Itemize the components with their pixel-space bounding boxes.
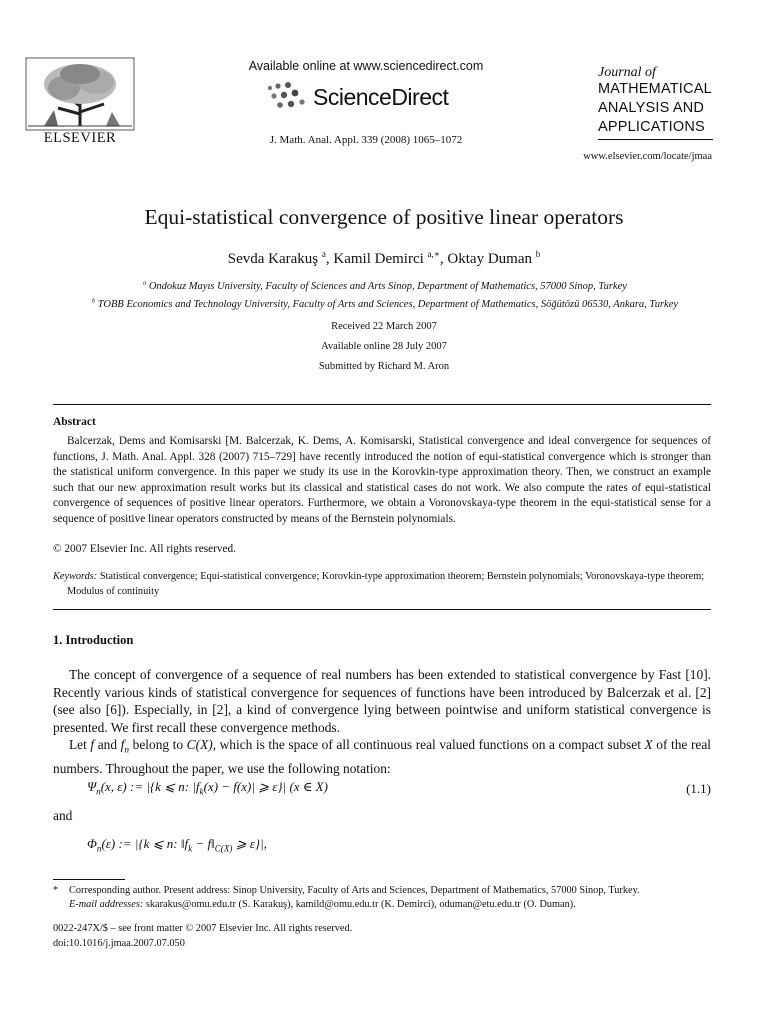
footnote-marker: * bbox=[53, 885, 59, 896]
affiliation-sup: b bbox=[91, 297, 96, 305]
received-date: Received 22 March 2007 bbox=[331, 321, 437, 332]
author-sep: , bbox=[439, 251, 448, 267]
divider-rule bbox=[53, 609, 711, 610]
article-title: Equi-statistical convergence of positive linear operators bbox=[144, 205, 624, 229]
footnote-corresponding bbox=[53, 884, 711, 899]
keywords bbox=[53, 569, 711, 599]
affiliation-sup: a bbox=[143, 279, 147, 287]
math-subscript: C(X) bbox=[214, 843, 233, 854]
email-list[interactable]: skarakus@omu.edu.tr (S. Karakuş), kamild@omu.edu.tr (K. Demirci), oduman@etu.edu.tr (O. Duman). bbox=[145, 899, 576, 910]
math-run: (ε) := |{k ⩽ n: ‖f bbox=[101, 836, 189, 851]
math-run: − f‖ bbox=[192, 836, 215, 851]
submitted-by: Submitted by Richard M. Aron bbox=[318, 361, 450, 372]
text-run: and bbox=[94, 737, 121, 752]
issn-line: 0022-247X/$ – see front matter © 2007 Elsevier Inc. All rights reserved. bbox=[53, 923, 353, 934]
text-run: Let bbox=[69, 737, 91, 752]
affiliation-text: Ondokuz Mayıs University, Faculty of Sciences and Arts Sinop, Department of Mathematics, 57000 Sinop, Turkey bbox=[148, 281, 627, 292]
author-sep: , bbox=[325, 251, 334, 267]
journal-citation: J. Math. Anal. Appl. 339 (2008) 1065–1072 bbox=[269, 134, 463, 146]
math-symbol: C(X) bbox=[186, 737, 213, 752]
abstract-text: Balcerzak, Dems and Komisarski [M. Balcerzak, K. Dems, A. Komisarski, Statistical convergence and ideal convergence for sequences of functions, J. Math. Anal. Appl. 328 (2007) 715–729] have recently introduced the notion of equi-statistical convergence which is stronger than the statistical uniform convergence. In this paper we study its use in the Korovkin-type approximation theory. Then, we construct an example such that our new approximation result works but its classical and statistical cases do not work. We also compute the rates of equi-statistical convergence of sequences of positive linear operators. Furthermore, we obtain a Voronovskaya-type theorem in the equi-statistical sense for a sequence of positive linear operators constructed by means of the Bernstein polynomials. bbox=[53, 435, 711, 525]
journal-of-line: Journal of bbox=[598, 65, 656, 80]
math-subscript: n bbox=[96, 786, 101, 797]
author-sup: b bbox=[535, 249, 541, 259]
divider-rule bbox=[53, 404, 711, 405]
journal-rule bbox=[598, 139, 713, 140]
math-symbol: f bbox=[90, 737, 95, 752]
keywords-label: Keywords: bbox=[53, 571, 98, 582]
intro-paragraph-1: The concept of convergence of a sequence of real numbers has been extended to statistical convergence by Fast [10]. Recently various kinds of statistical convergence for sequences of functions have been introduced by Balcerzak et al. [2] (see also [6]). Especially, in [2], a kind of convergence lying between pointwise and uniform statistical convergence is presented. We first recall these convergence methods. bbox=[53, 667, 711, 735]
author-name[interactable]: Sevda Karakuş bbox=[227, 251, 319, 267]
equation-2 bbox=[87, 836, 267, 854]
sciencedirect-wordmark: ScienceDirect bbox=[313, 84, 449, 110]
author-sup: a bbox=[321, 249, 326, 259]
affiliation-text: TOBB Economics and Technology University, Faculty of Arts and Sciences, Department of Mathematics, Söğütözü 06530, Ankara, Turkey bbox=[97, 299, 679, 310]
footnote-rule bbox=[53, 879, 125, 880]
math-subscript: n bbox=[96, 843, 102, 854]
math-subscript: k bbox=[199, 786, 204, 797]
available-date: Available online 28 July 2007 bbox=[321, 341, 447, 352]
journal-line-2: ANALYSIS AND bbox=[598, 100, 705, 116]
affiliation-b bbox=[40, 299, 730, 310]
math-symbol: Ψ bbox=[87, 779, 97, 794]
math-subscript: k bbox=[188, 843, 193, 854]
keywords-list: Statistical convergence; Equi-statistical convergence; Korovkin-type approximation theorem; Bernstein polynomials; Voronovskaya-type theorem; Modulus of continuity bbox=[67, 571, 705, 597]
available-online-line: Available online at www.sciencedirect.com bbox=[248, 59, 484, 73]
journal-line-1: MATHEMATICAL bbox=[598, 81, 712, 97]
affiliation-a bbox=[40, 281, 730, 292]
publisher-name: ELSEVIER bbox=[43, 130, 117, 146]
author-sup: a,∗ bbox=[427, 249, 440, 259]
math-symbol: f bbox=[120, 737, 125, 752]
author-name[interactable]: Oktay Duman bbox=[447, 251, 532, 267]
math-subscript: n bbox=[124, 745, 130, 756]
math-run: (x) − f(x)| ⩾ ε}| (x ∈ X) bbox=[203, 779, 328, 794]
math-symbol: X bbox=[644, 737, 653, 752]
equation-1 bbox=[87, 779, 328, 797]
abstract-copyright: © 2007 Elsevier Inc. All rights reserved. bbox=[53, 543, 237, 555]
journal-line-3: APPLICATIONS bbox=[598, 119, 705, 135]
author-name[interactable]: Kamil Demirci bbox=[333, 251, 424, 267]
doi-line[interactable]: doi:10.1016/j.jmaa.2007.07.050 bbox=[53, 938, 185, 949]
email-label: E-mail addresses: bbox=[69, 899, 144, 910]
footnote-text: Corresponding author. Present address: Sinop University, Faculty of Arts and Sciences, Department of Mathematics, 57000 Sinop, Turkey. bbox=[69, 885, 640, 896]
text-run: of the real numbers. Throughout the paper, we use the following notation: bbox=[53, 737, 712, 777]
text-run: , which is the space of all continuous real valued functions on a compact subset bbox=[212, 737, 645, 752]
journal-title-block bbox=[598, 66, 718, 137]
intro-paragraph-2 bbox=[53, 736, 711, 778]
section-heading: 1. Introduction bbox=[53, 633, 134, 647]
author-list bbox=[0, 251, 768, 268]
connector-text: and bbox=[53, 808, 73, 823]
math-symbol: Φ bbox=[87, 836, 97, 851]
abstract-heading: Abstract bbox=[53, 416, 96, 428]
journal-url-link[interactable]: www.elsevier.com/locate/jmaa bbox=[583, 151, 712, 162]
equation-number: (1.1) bbox=[686, 781, 711, 796]
math-run: (x, ε) := |{k ⩽ n: |f bbox=[100, 779, 200, 794]
footnote-emails bbox=[69, 899, 711, 910]
math-run: ⩾ ε}|, bbox=[232, 836, 267, 851]
text-run: belong to bbox=[129, 737, 187, 752]
